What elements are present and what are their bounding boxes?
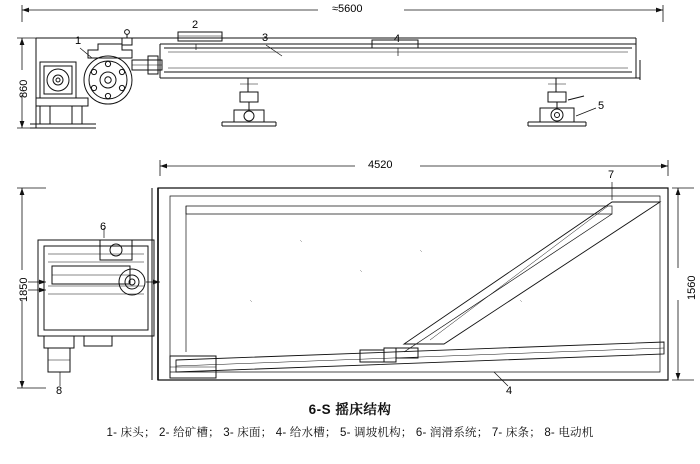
callout-1: 1 <box>75 35 82 47</box>
figure-legend: 1- 床头； 2- 给矿槽； 3- 床面； 4- 给水槽； 5- 调坡机构； 6- 润滑系统； 7- 床条； 8- 电动机 <box>106 427 594 439</box>
callout-4-top: 4 <box>394 33 401 45</box>
dim-label-bottom-right-width: 1560 <box>686 275 698 300</box>
callout-4-bottom: 4 <box>506 385 513 397</box>
callout-8: 8 <box>56 385 63 397</box>
dim-label-bottom-length: 4520 <box>368 159 393 171</box>
callout-5: 5 <box>598 100 605 112</box>
callout-7: 7 <box>608 169 615 181</box>
callout-3: 3 <box>262 32 269 44</box>
dim-label-top-height: 860 <box>18 79 30 98</box>
callout-2: 2 <box>192 19 199 31</box>
dim-bottom-length <box>160 160 668 176</box>
dim-label-bottom-width: 1850 <box>18 277 30 302</box>
figure-title: 6-S 摇床结构 <box>308 402 392 417</box>
callout-6: 6 <box>100 221 107 233</box>
dim-label-top-length: ≈5600 <box>332 3 363 15</box>
